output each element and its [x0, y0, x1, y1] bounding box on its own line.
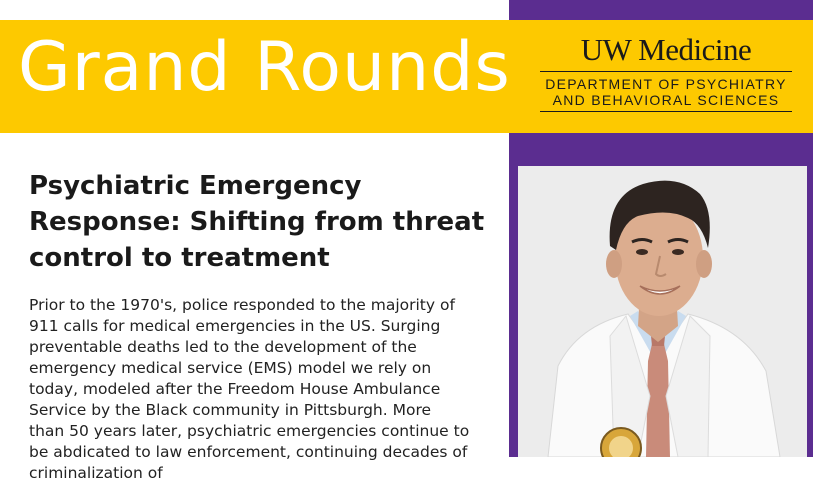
speaker-photo [518, 166, 807, 457]
banner-title: Grand Rounds [18, 28, 511, 107]
speaker-portrait-image [518, 166, 807, 457]
header-banner [0, 20, 813, 133]
uw-medicine-logo [540, 34, 792, 112]
logo-divider-top [540, 71, 792, 72]
department-line-1: DEPARTMENT OF PSYCHIATRY [545, 76, 787, 92]
article-headline: Psychiatric Emergency Response: Shifting from threat control to treatment [29, 171, 485, 273]
department-line-2: AND BEHAVIORAL SCIENCES [552, 92, 780, 108]
logo-wordmark: UW Medicine [580, 32, 752, 67]
top-white-strip [0, 0, 509, 20]
article-body: Prior to the 1970's, police responded to the majority of 911 calls for medical emergencies in the US. Surging preventable deaths led to the development of the emergency medical service (EMS) model we rely on today, modeled after the Freedom House Ambulance Service by the Black community in Pittsburgh. More than 50 years later, psychiatric emergencies continue to be abdicated to law enforcement, continuing decades of criminalization of [29, 296, 470, 482]
logo-divider-bottom [540, 111, 792, 112]
